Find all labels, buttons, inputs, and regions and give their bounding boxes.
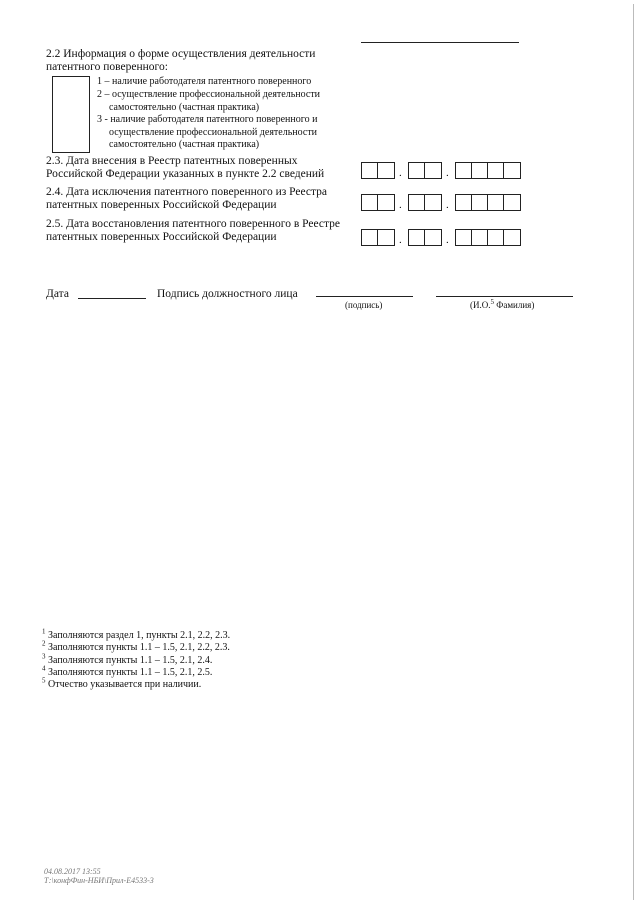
footnote [42,639,230,654]
file-stamp-path: Т:\конфФин-НБИ\Прил-Е4533-3 [44,876,154,885]
row-2-3-sep1: . [399,167,402,179]
name-caption-suffix: Фамилия) [494,300,535,310]
section-2-2-title [46,48,315,74]
footnote-text: Заполняются раздел 1, пункты 2.1, 2.2, 2.3. [45,630,231,641]
name-caption-prefix: (И.О. [470,300,491,310]
row-2-5-line1: 2.5. Дата восстановления патентного поверенного в Реестре [46,218,341,230]
row-2-5-month-boxes[interactable] [408,229,442,246]
row-2-3-day-boxes[interactable] [361,162,395,179]
header-line [361,42,519,43]
row-2-4-day-boxes[interactable] [361,194,395,211]
option-3-line2: осуществление профессиональной деятельности [109,126,318,138]
row-2-4-year-boxes[interactable] [455,194,521,211]
section-2-2-title-line1: 2.2 Информация о форме осуществления деятельности [46,48,316,60]
option-1-line1: 1 – наличие работодателя патентного поверенного [97,76,312,87]
file-stamp [44,867,154,885]
row-2-3-year-boxes[interactable] [455,162,521,179]
row-2-4-line1: 2.4. Дата исключения патентного поверенного из Реестра [46,186,328,198]
date-label: Дата [46,288,69,300]
row-2-4-label [46,186,327,212]
footnote [42,676,230,691]
signature-label: Подпись должностного лица [157,288,298,300]
footnotes [42,627,231,691]
option-1 [97,76,311,89]
date-line[interactable] [78,298,146,299]
footnote-text: Заполняются пункты 1.1 – 1.5, 2.1, 2.2, 2.3. [45,642,230,654]
row-2-3-label [46,155,324,181]
option-3-line1: 3 - наличие работодателя патентного поверенного и [97,114,318,125]
footnote-text: Заполняются пункты 1.1 – 1.5, 2.1, 2.5. [45,666,213,678]
name-caption-sup: 5 [490,298,494,306]
option-2 [97,89,320,114]
footnote-number: 3 [42,652,46,661]
footnote-text: Заполняются пункты 1.1 – 1.5, 2.1, 2.4. [45,654,213,666]
row-2-5-day-boxes[interactable] [361,229,395,246]
row-2-3-month-boxes[interactable] [408,162,442,179]
option-2-line2: самостоятельно (частная практика) [109,101,260,113]
row-2-3-line2: Российской Федерации указанных в пункте 2.2 сведений [46,168,325,180]
row-2-5-sep1: . [399,234,402,246]
work-form-code-box[interactable] [52,76,90,153]
row-2-3-sep2: . [446,167,449,179]
name-caption [470,300,534,310]
row-2-4-line2: патентных поверенных Российской Федерации [46,199,277,211]
footnote-number: 5 [42,676,46,685]
option-3-line3: самостоятельно (частная практика) [109,139,260,150]
section-2-2-title-line2: патентного поверенного: [46,61,168,73]
footnote-number: 2 [42,639,46,648]
footnote [42,652,230,667]
signature-line[interactable] [316,296,413,297]
row-2-4-sep2: . [446,199,449,211]
footnote-text: Отчество указывается при наличии. [45,679,202,691]
row-2-3-line1: 2.3. Дата внесения в Реестр патентных поверенных [46,155,298,167]
footnote [42,627,231,642]
signature-caption: (подпись) [345,300,383,310]
row-2-5-line2: патентных поверенных Российской Федерации [46,231,277,243]
footnote [42,664,230,679]
row-2-5-label [46,218,340,244]
option-3 [97,114,317,152]
row-2-4-sep1: . [399,199,402,211]
footnote-number: 1 [42,627,46,636]
row-2-4-month-boxes[interactable] [408,194,442,211]
name-line[interactable] [436,296,573,297]
row-2-5-sep2: . [446,234,449,246]
file-stamp-date: 04.08.2017 13:55 [44,867,101,876]
footnote-number: 4 [42,664,46,673]
option-2-line1: 2 – осуществление профессиональной деятельности [97,89,321,100]
row-2-5-year-boxes[interactable] [455,229,521,246]
